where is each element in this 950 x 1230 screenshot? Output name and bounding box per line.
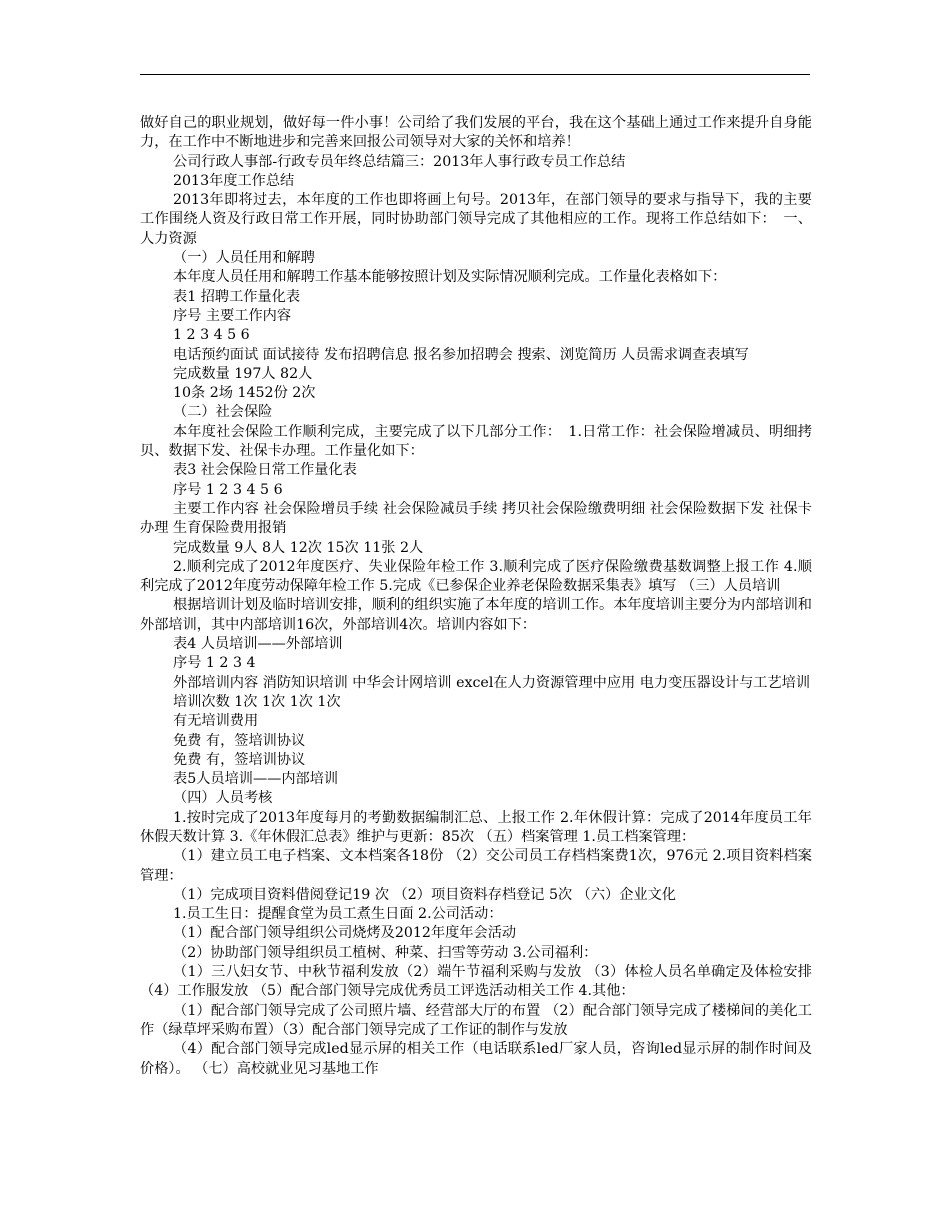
paragraph: 表5人员培训——内部培训 (173, 771, 339, 788)
paragraph: 完成数量 197人 82人 (173, 365, 313, 382)
paragraph: （1）配合部门领导完成了公司照片墙、经营部大厅的布置 （2）配合部门领导完成了楼梯间的美化工作（绿草坪采购布置）（3）配合部门领导完成了工作证的制作与发放 (140, 1002, 812, 1038)
paragraph: 公司行政人事部-行政专员年终总结篇三：2013年人事行政专员工作总结 (173, 153, 626, 170)
paragraph: 10条 2场 1452份 2次 (173, 385, 316, 402)
paragraph: 电话预约面试 面试接待 发布招聘信息 报名参加招聘会 搜索、浏览简历 人员需求调查表填写 (173, 346, 749, 363)
paragraph: （二）社会保险 (173, 404, 273, 421)
paragraph: 2013年度工作总结 (173, 172, 295, 189)
paragraph: 本年度社会保险工作顺利完成，主要完成了以下几部分工作： 1.日常工作：社会保险增减员、明细拷贝、数据下发、社保卡办理。工作量化如下： (140, 423, 812, 460)
paragraph: （4）配合部门领导完成led显示屏的相关工作（电话联系led厂家人员，咨询led显示屏的制作时间及价格）。 （七）高校就业见习基地工作 (140, 1041, 812, 1077)
paragraph: 免费 有，签培训协议 (173, 732, 306, 749)
paragraph: 完成数量 9人 8人 12次 15次 11张 2人 (173, 539, 424, 556)
paragraph: 免费 有，签培训协议 (173, 751, 306, 768)
paragraph: 根据培训计划及临时培训安排，顺利的组织实施了本年度的培训工作。本年度培训主要分为内部培训和外部培训，其中内部培训16次，外部培训4次。培训内容如下： (140, 597, 812, 633)
paragraph: （1）配合部门领导组织公司烧烤及2012年度年会活动 (173, 925, 517, 942)
paragraph: 2.顺利完成了2012年度医疗、失业保险年检工作 3.顺利完成了医疗保险缴费基数调整上报工作 4.顺利完成了2012年度劳动保障年检工作 5.完成《已参保企业养老保险数据采集表》填写 （三）人员培训 (140, 558, 812, 595)
paragraph: 本年度人员任用和解聘工作基本能够按照计划及实际情况顺利完成。工作量化表格如下： (173, 269, 727, 286)
paragraph: （2）协助部门领导组织员工植树、种菜、扫雪等劳动 3.公司福利： (173, 944, 598, 961)
paragraph: 序号 1 2 3 4 (173, 655, 256, 672)
paragraph: 2013年即将过去，本年度的工作也即将画上句号。2013年，在部门领导的要求与指导下，我的主要工作围绕人资及行政日常工作开展，同时协助部门领导完成了其他相应的工作。现将工作总结如下： 一、人力资源 (140, 192, 812, 247)
paragraph: （一）人员任用和解聘 (173, 250, 315, 267)
paragraph: 外部培训内容 消防知识培训 中华会计网培训 excel在人力资源管理中应用 电力变压器设计与工艺培训 (173, 674, 811, 691)
paragraph: 表1 招聘工作量化表 (173, 288, 301, 305)
paragraph: 培训次数 1次 1次 1次 1次 (173, 693, 341, 710)
paragraph: 序号 1 2 3 4 5 6 (173, 481, 283, 498)
paragraph: 有无培训费用 (173, 713, 259, 730)
paragraph: （1）完成项目资料借阅登记19 次 （2）项目资料存档登记 5次 （六）企业文化 (173, 886, 676, 903)
header-rule (140, 74, 810, 75)
paragraph: （1）建立员工电子档案、文本档案各18份 （2）交公司员工存档档案费1次，976元 2.项目资料档案管理： (140, 848, 812, 884)
paragraph: 1.按时完成了2013年度每月的考勤数据编制汇总、上报工作 2.年休假计算：完成了2014年度员工年休假天数计算 3.《年休假汇总表》维护与更新：85次 （五）档案管理 1.员工档案管理： (140, 809, 812, 845)
paragraph: （四）人员考核 (173, 790, 273, 807)
paragraph: 序号 主要工作内容 (173, 307, 292, 324)
paragraph: 表3 社会保险日常工作量化表 (173, 462, 357, 479)
document-body (140, 114, 812, 1079)
paragraph: 主要工作内容 社会保险增员手续 社会保险减员手续 拷贝社会保险缴费明细 社会保险数据下发 社保卡办理 生育保险费用报销 (140, 500, 812, 537)
paragraph: 1 2 3 4 5 6 (173, 327, 250, 344)
paragraph: 1.员工生日：提醒食堂为员工煮生日面 2.公司活动： (173, 906, 503, 923)
paragraph: 做好自己的职业规划，做好每一件小事！公司给了我们发展的平台，我在这个基础上通过工作来提升自身能力，在工作中不断地进步和完善来回报公司领导对大家的关怀和培养！ (140, 115, 812, 151)
paragraph: 表4 人员培训——外部培训 (173, 636, 343, 653)
paragraph: （1）三八妇女节、中秋节福利发放（2）端午节福利采购与发放 （3）体检人员名单确定及体检安排（4）工作服发放 （5）配合部门领导完成优秀员工评选活动相关工作 4.其他： (140, 964, 812, 1000)
